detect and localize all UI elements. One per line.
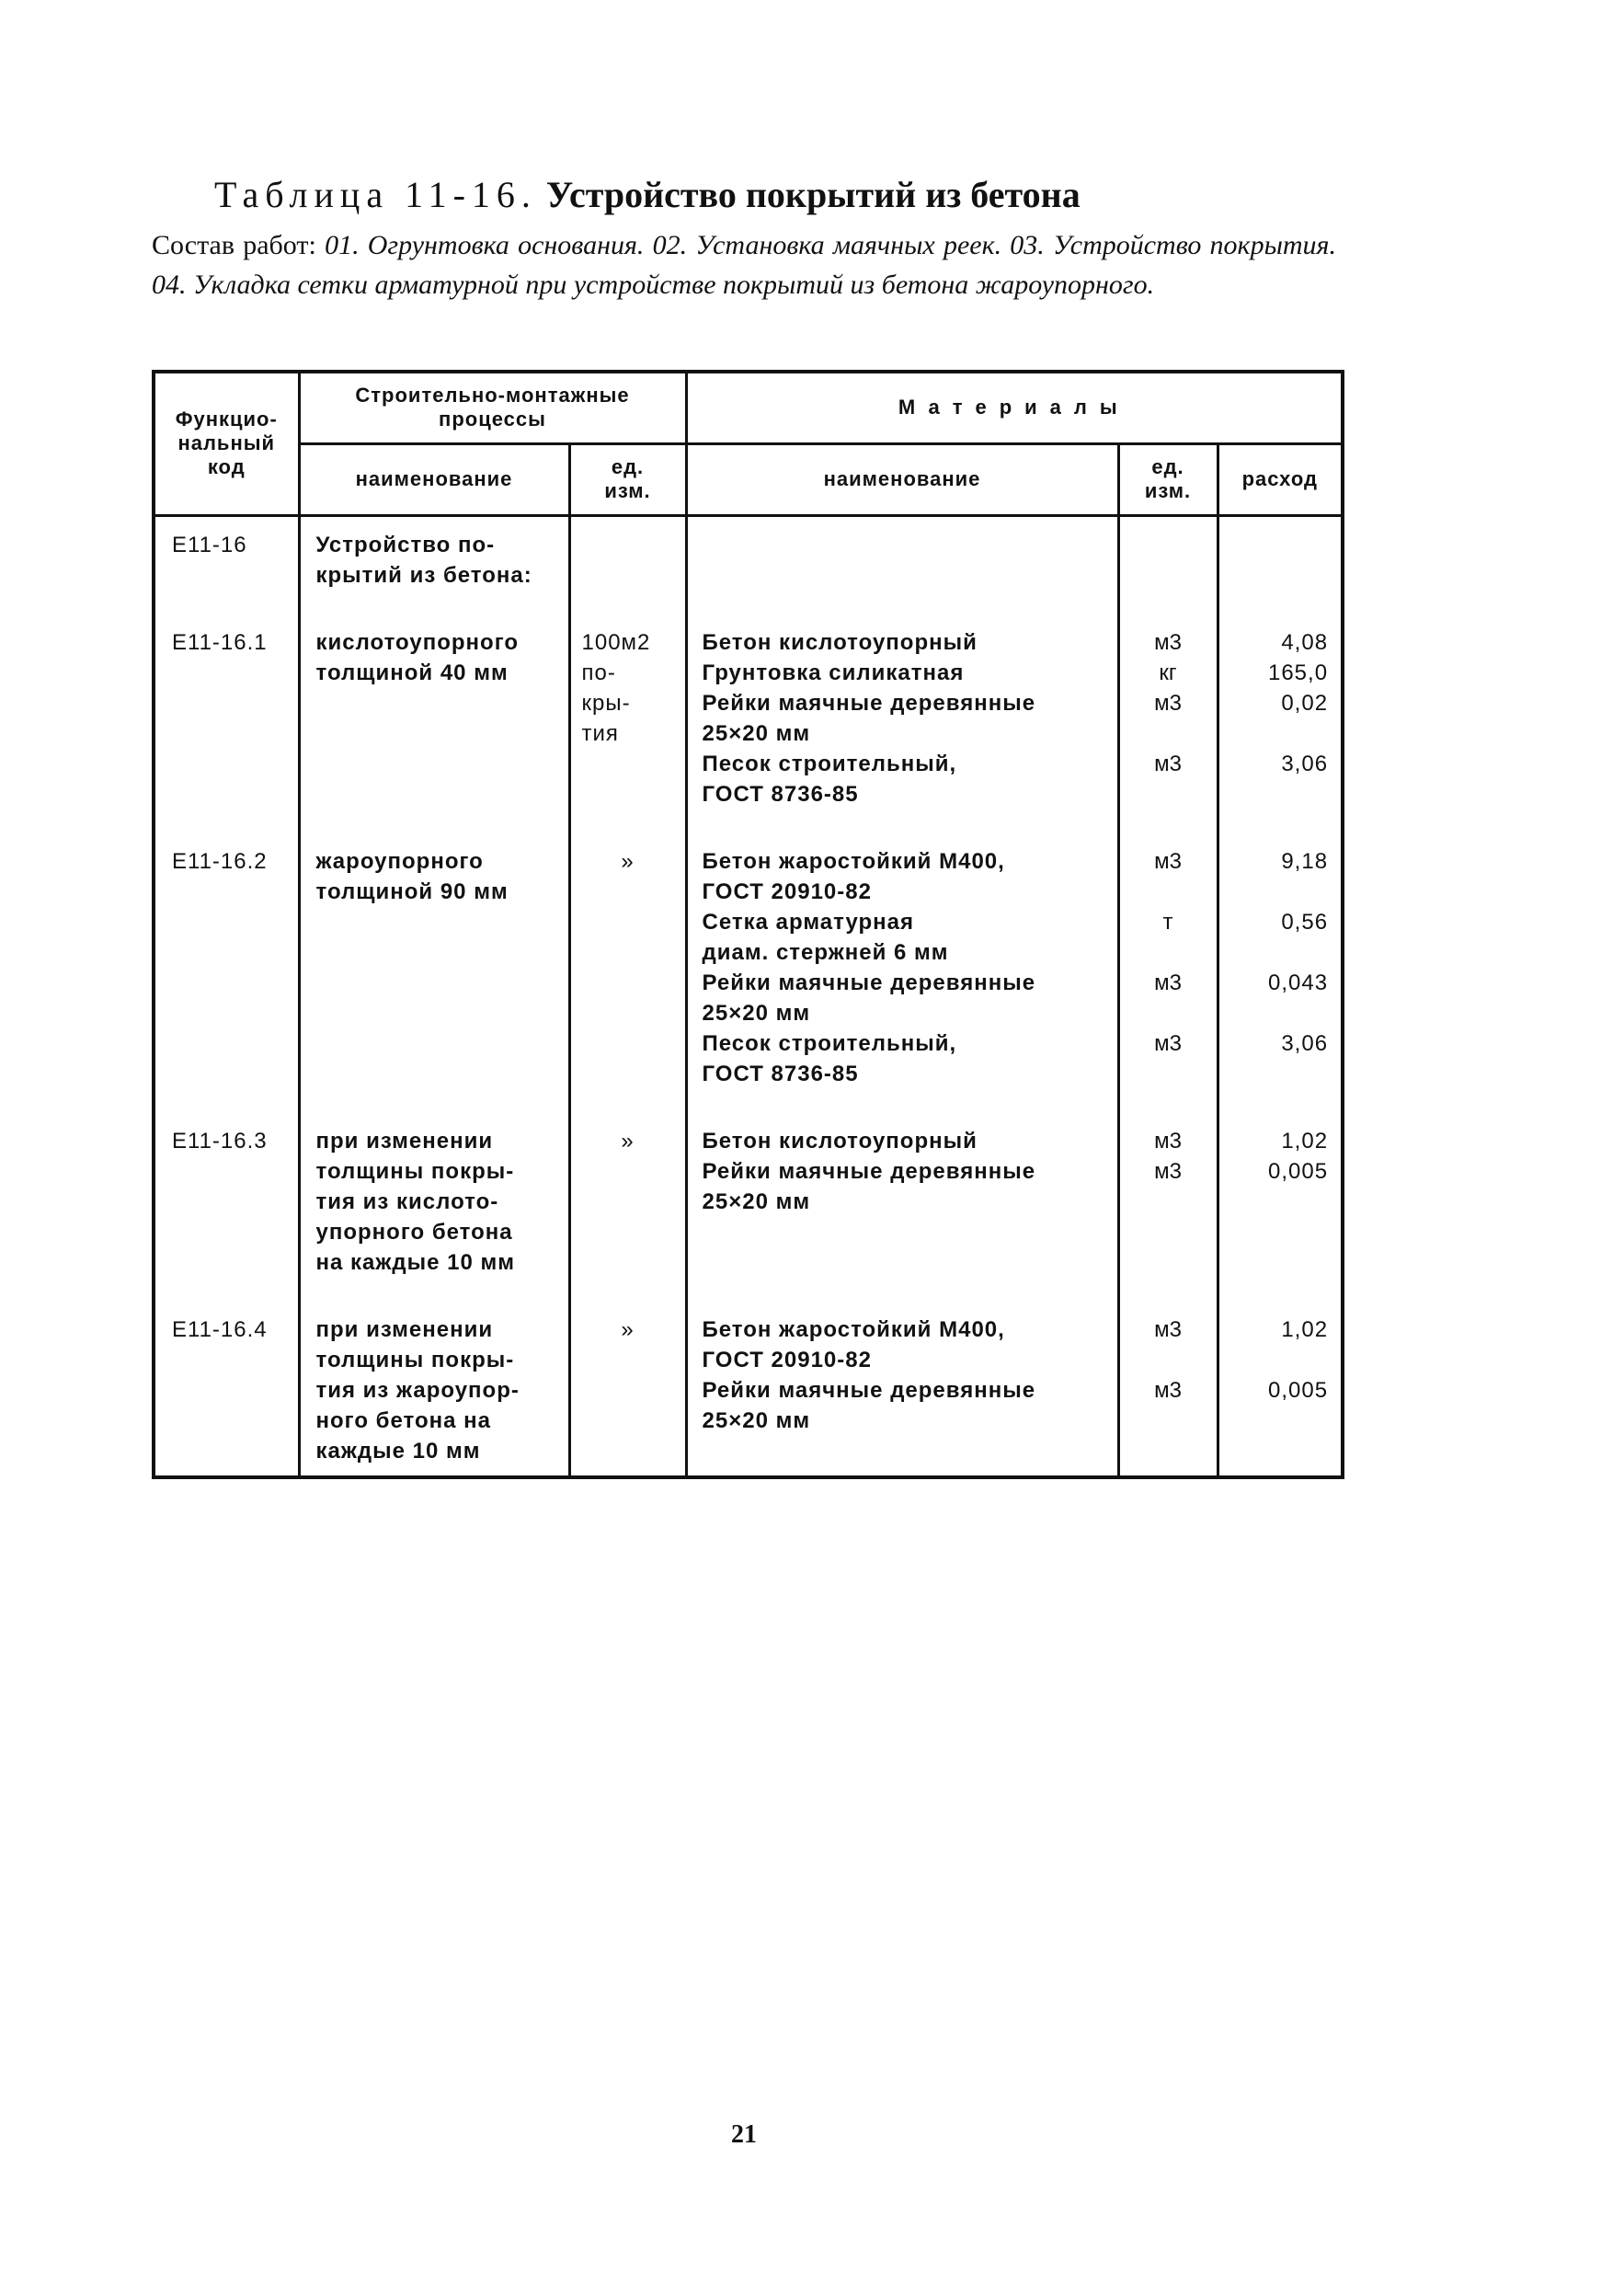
material-unit: м3 [1154,1377,1182,1403]
material-qty: 9,18 [1281,848,1329,874]
table-row [154,830,1343,1109]
row-process-line: тия из кислото- [315,1188,499,1214]
header-materials: Материалы [686,372,1343,443]
row-process-line: тия из жароупор- [315,1377,520,1403]
row-process-unit [569,830,686,1109]
header-processes-line: Строительно-монтажные [355,384,630,408]
row-material-units [1118,830,1218,1109]
row-process-line: при изменении [315,1316,494,1342]
work-composition-label: Состав работ: [152,230,316,260]
row-material-qty [1218,830,1343,1109]
row-process-line: каждые 10 мм [315,1438,481,1464]
material-unit: м3 [1154,1316,1182,1342]
header-mat-unit [1118,443,1218,515]
table-row [154,607,1343,830]
material-unit: м3 [1154,970,1182,995]
row-process-line: при изменении [315,1128,494,1154]
material-qty: 0,005 [1267,1158,1329,1184]
material-unit: т [1162,909,1173,935]
row-code-text: Е11-16.4 [172,1316,268,1342]
row-code [154,1109,299,1298]
material-unit: м3 [1154,690,1182,716]
table-body [154,515,1343,1477]
row-material-names [686,830,1118,1109]
header-processes [299,372,686,443]
material-unit: м3 [1154,629,1182,655]
header-proc-name: наименование [299,443,569,515]
row-process-unit [569,1298,686,1477]
row-code-text: Е11-16.2 [172,848,268,874]
row-process-unit [569,1109,686,1298]
row-process-line: кислотоупорного [315,629,520,655]
header-processes-line: процессы [439,408,546,431]
row-material-units [1118,1298,1218,1477]
row-process-line: упорного бетона [315,1219,513,1245]
header-mat-qty: расход [1218,443,1343,515]
header-mat-unit-line: изм. [1144,479,1192,502]
material-qty: 0,56 [1281,909,1329,935]
material-name-line: Бетон кислотоупорный [702,629,978,655]
material-name-line: 25×20 мм [702,1407,811,1433]
row-process-unit-line: » [621,1128,635,1154]
material-qty: 1,02 [1281,1316,1329,1342]
row-material-units [1118,515,1218,607]
row-process-unit-line: по- [581,660,616,685]
material-name-line: Сетка арматурная [702,909,915,935]
table-row [154,515,1343,607]
row-process-unit [569,607,686,830]
row-process-unit-line: кры- [581,690,631,716]
material-name-line: Рейки маячные деревянные [702,690,1036,716]
row-material-units [1118,1109,1218,1298]
header-proc-unit [569,443,686,515]
material-qty: 3,06 [1281,1030,1329,1056]
material-unit: м3 [1154,848,1182,874]
row-process-line: Устройство по- [315,532,496,557]
material-qty: 4,08 [1281,629,1329,655]
work-composition [152,225,1336,304]
header-code-line: нальный [177,431,276,455]
material-name-line: 25×20 мм [702,1188,811,1214]
header-code [154,372,299,515]
row-process-name [299,830,569,1109]
table-row [154,1298,1343,1477]
row-process-line: толщиной 40 мм [315,660,509,685]
row-process-line: толщиной 90 мм [315,878,509,904]
row-process-unit-line: 100м2 [581,629,651,655]
header-proc-unit-line: ед. [611,455,645,478]
header-code-line: Функцио- [175,408,278,431]
material-name-line: Песок строительный, [702,1030,957,1056]
row-material-names [686,515,1118,607]
material-name-line: 25×20 мм [702,1000,811,1026]
header-mat-unit-line: ед. [1151,455,1184,478]
material-name-line: 25×20 мм [702,720,811,746]
material-name-line: Рейки маячные деревянные [702,1377,1036,1403]
material-name-line: Рейки маячные деревянные [702,970,1036,995]
row-material-names [686,607,1118,830]
material-unit: м3 [1154,1128,1182,1154]
material-name-line: ГОСТ 20910-82 [702,1347,872,1372]
row-code [154,515,299,607]
page-number: 21 [731,2120,757,2149]
row-material-qty [1218,607,1343,830]
table-title-number: Таблица 11-16. [214,174,537,215]
table-header [154,372,1343,515]
material-qty: 3,06 [1281,751,1329,776]
work-composition-text: 01. Огрунтовка основания. 02. Установка маячных реек. 03. Устройство покрытия. 04. Укладка сетки арматурной при устройстве покрытий из бетона жароупорного. [152,230,1337,300]
row-code [154,1298,299,1477]
material-qty: 1,02 [1281,1128,1329,1154]
row-code-text: Е11-16 [172,532,247,557]
row-material-names [686,1109,1118,1298]
material-qty: 0,005 [1267,1377,1329,1403]
header-mat-name: наименование [686,443,1118,515]
table-row [154,1109,1343,1298]
row-process-unit-line: тия [581,720,619,746]
material-name-line: ГОСТ 8736-85 [702,781,859,807]
row-process-unit-line: » [621,1316,635,1342]
material-name-line: Бетон кислотоупорный [702,1128,978,1154]
material-name-line: диам. стержней 6 мм [702,939,949,965]
row-process-unit-line: » [621,848,635,874]
row-code [154,830,299,1109]
row-process-line: крытий из бетона: [315,562,532,588]
header-code-line: код [207,455,246,479]
row-process-line: толщины покры- [315,1158,515,1184]
row-process-name [299,607,569,830]
table-title [214,173,1081,216]
table-title-text: Устройство покрытий из бетона [545,174,1081,215]
row-process-line: на каждые 10 мм [315,1249,516,1275]
material-qty: 0,043 [1267,970,1329,995]
material-name-line: ГОСТ 8736-85 [702,1061,859,1086]
material-name-line: Бетон жаростойкий М400, [702,1316,1005,1342]
material-unit: м3 [1154,751,1182,776]
row-process-line: жароупорного [315,848,484,874]
row-process-line: ного бетона на [315,1407,491,1433]
row-process-name [299,515,569,607]
material-unit: м3 [1154,1158,1182,1184]
material-name-line: Песок строительный, [702,751,957,776]
row-material-units [1118,607,1218,830]
material-qty: 165,0 [1267,660,1329,685]
material-name-line: Бетон жаростойкий М400, [702,848,1005,874]
material-name-line: Грунтовка силикатная [702,660,965,685]
row-material-qty [1218,1298,1343,1477]
row-code-text: Е11-16.3 [172,1128,268,1154]
material-name-line: ГОСТ 20910-82 [702,878,872,904]
row-process-name [299,1109,569,1298]
norms-table [152,370,1344,1479]
header-proc-unit-line: изм. [604,479,651,502]
material-name-line: Рейки маячные деревянные [702,1158,1036,1184]
row-process-name [299,1298,569,1477]
row-material-qty [1218,515,1343,607]
material-unit: кг [1159,660,1177,685]
row-material-names [686,1298,1118,1477]
row-process-line: толщины покры- [315,1347,515,1372]
material-qty: 0,02 [1281,690,1329,716]
row-material-qty [1218,1109,1343,1298]
row-code [154,607,299,830]
row-process-unit [569,515,686,607]
row-code-text: Е11-16.1 [172,629,268,655]
material-unit: м3 [1154,1030,1182,1056]
